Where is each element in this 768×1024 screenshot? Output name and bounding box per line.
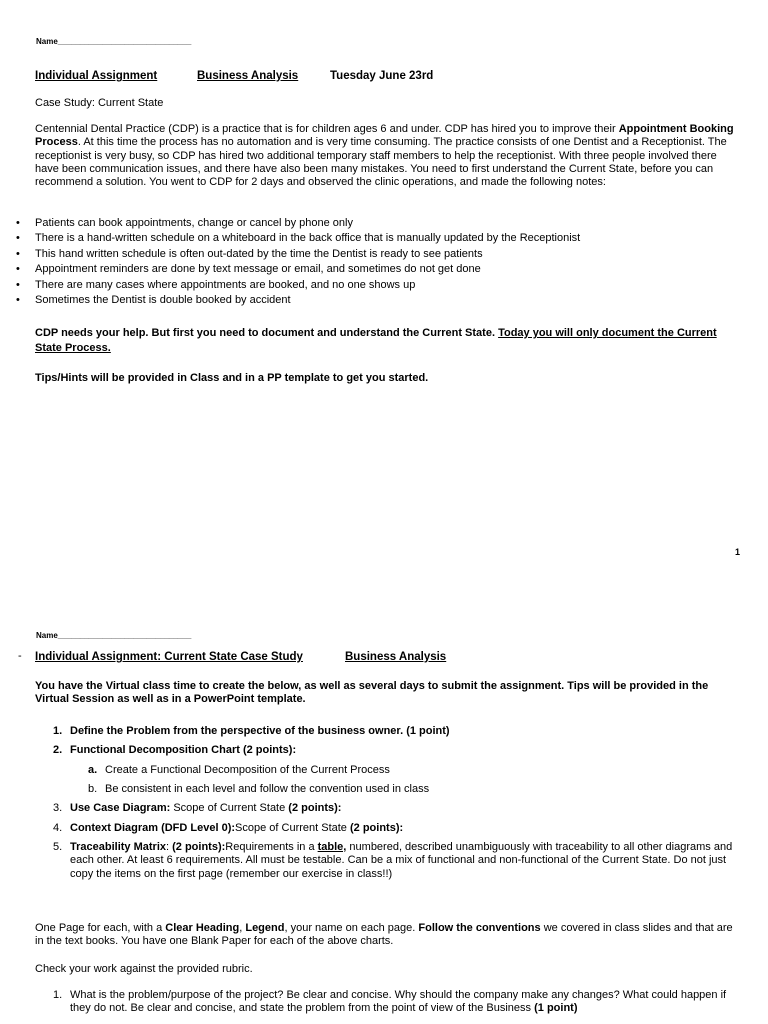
intro-text-1: Centennial Dental Practice (CDP) is a practice that is for children ages 6 and under. CDP has hired you to improve their [35, 123, 619, 135]
notes-list [0, 216, 740, 308]
intro-bold: Appointment Booking Process [35, 123, 734, 149]
case-study-label: Case Study: Current State [35, 97, 164, 109]
help-text: CDP needs your help. But first you need to document and understand the Current State. [35, 327, 499, 339]
item-number: 5. [53, 841, 63, 853]
list-item: • Appointment reminders are done by text message or email, and sometimes do not get done [0, 262, 740, 277]
list-item: What is the problem/purpose of the project? Be clear and concise. Why should the company make any changes? What could happen if they do not. Be clear and concise, and state the problem from the point of view of the Business (1 point) [70, 989, 727, 1015]
bullet-icon: • [16, 247, 20, 260]
bullet-icon: • [16, 294, 20, 307]
list-item: Context Diagram (DFD Level 0):Scope of Current State (2 points): [70, 822, 404, 834]
list-item: • There are many cases where appointments are booked, and no one shows up [0, 278, 740, 293]
list-item: Be consistent in each level and follow the convention used in class [105, 783, 430, 795]
bullet-icon: • [16, 217, 20, 229]
item-number: a. [88, 764, 98, 776]
list-item: • Sometimes the Dentist is double booked by accident [0, 293, 740, 308]
assignment-title: Individual Assignment [35, 70, 158, 82]
list-item: • There is a hand-written schedule on a whiteboard in the back office that is manually updated by the Receptionist [0, 231, 740, 246]
item-number: 3. [53, 802, 63, 814]
assignment-title: Individual Assignment: Current State Case Study [35, 651, 303, 663]
list-item: Functional Decomposition Chart (2 points): [70, 744, 297, 756]
item-number: 4. [53, 822, 63, 834]
name-line: Name______________________________ [36, 631, 192, 640]
one-page-paragraph: One Page for each, with a Clear Heading, Legend, your name on each page. Follow the conventions we covered in class slides and that are in the text books. You have one Blank Paper for each of the above charts. [35, 922, 733, 948]
name-line: Name______________________________ [36, 37, 192, 46]
help-paragraph [35, 326, 735, 356]
list-item: • Patients can book appointments, change or cancel by phone only [0, 216, 740, 231]
list-item: Create a Functional Decomposition of the Current Process [105, 764, 390, 776]
page-number: 1 [735, 547, 741, 557]
item-number: 2. [53, 744, 63, 756]
bullet-icon: • [16, 263, 20, 276]
intro-paragraph [35, 123, 740, 189]
bullet-icon: • [16, 232, 20, 245]
bullet-icon: • [16, 278, 20, 291]
item-number: 1. [53, 989, 63, 1001]
intro-text-2: . At this time the process has no automation and is very time consuming. The practice consists of one Dentist and a Receptionist. The receptionist is very busy, so CDP has hired two additional temporary staff members to help the receptionist. With three people involved there have been communication issues, and there have also been many mistakes. You need to first understand the Current State, before you can recommend a solution. You went to CDP for 2 days and observed the clinic operations, and made the following notes: [35, 136, 727, 189]
check-paragraph: Check your work against the provided rubric. [35, 963, 253, 975]
item-number: b. [88, 783, 98, 795]
course-title: Business Analysis [345, 651, 447, 663]
intro-paragraph: You have the Virtual class time to create the below, as well as several days to submit the assignment. Tips will be provided in the Virtual Session as well as in a PowerPoint template. [35, 680, 709, 706]
assignment-date: Tuesday June 23rd [330, 70, 434, 82]
item-number: 1. [53, 725, 63, 737]
list-item: Use Case Diagram: Scope of Current State (2 points): [70, 802, 342, 814]
list-item: Define the Problem from the perspective of the business owner. (1 point) [70, 725, 450, 737]
list-item: Traceability Matrix: (2 points):Requirements in a table, numbered, described unambiguously with traceability to all other diagrams and each other. At least 6 requirements. All must be testable. Can be a mix of functional and non-functional of the Current State. Do not just copy the items on the first page (remember our exercise in class!!) [70, 841, 733, 880]
list-item: • This hand written schedule is often out-dated by the time the Dentist is ready to see patients [0, 247, 740, 262]
course-title: Business Analysis [197, 70, 299, 82]
tips-paragraph: Tips/Hints will be provided in Class and in a PP template to get you started. [35, 372, 429, 384]
help-underlined: Today you will only document the Current State Process. [35, 327, 717, 354]
bullet-icon: - [18, 650, 22, 662]
